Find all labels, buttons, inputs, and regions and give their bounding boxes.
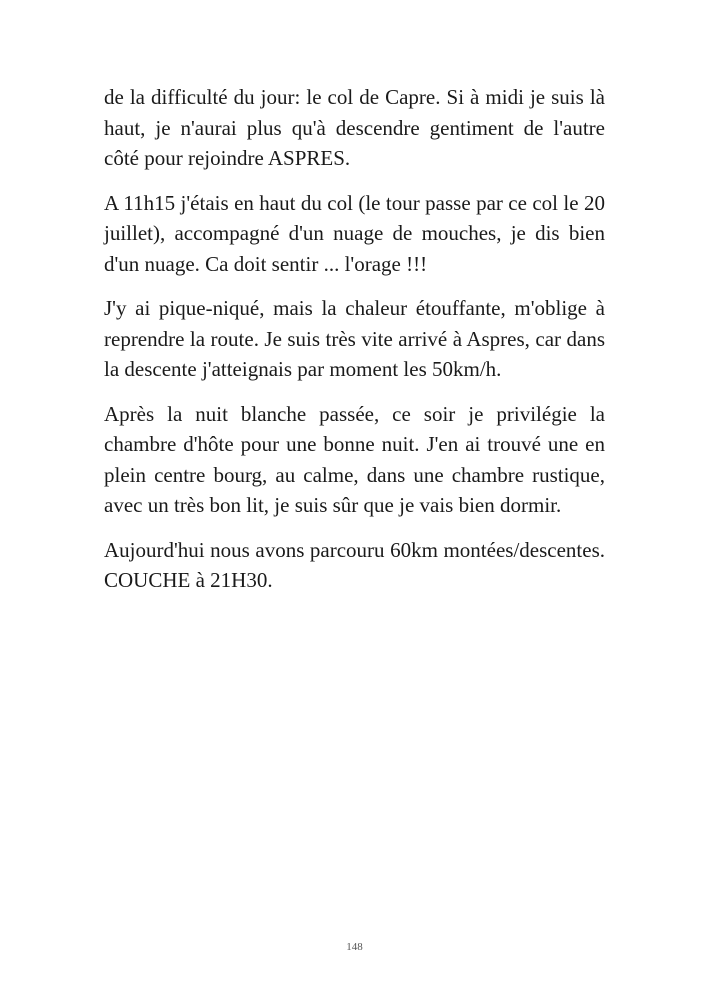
paragraph-pique-nique: J'y ai pique-niqué, mais la chaleur étouffante, m'oblige à reprendre la route. Je suis très vite arrivé à Aspres, car dans la descente j'atteignais par moment les 50km/h. [104,296,605,381]
paragraph-chambre-hote: Après la nuit blanche passée, ce soir je privilégie la chambre d'hôte pour une bonne nuit. J'en ai trouvé une en plein centre bourg, au calme, dans une chambre rustique, avec un très bon lit, je suis sûr que je vais bien dormir. [104,401,605,517]
body-text [104,82,605,610]
paragraph-parcouru: Aujourd'hui nous avons parcouru 60km montées/descentes. COUCHE à 21H30. [104,537,605,592]
page-number: 148 [346,941,363,953]
paragraph-col-de-capre: de la difficulté du jour: le col de Capre. Si à midi je suis là haut, je n'aurai plus qu'à descendre gentiment de l'autre côté pour rejoindre ASPRES. [104,85,605,170]
paragraph-haut-du-col: A 11h15 j'étais en haut du col (le tour passe par ce col le 20 juillet), accompagné d'un nuage de mouches, je dis bien d'un nuage. Ca doit sentir ... l'orage !!! [104,190,605,276]
